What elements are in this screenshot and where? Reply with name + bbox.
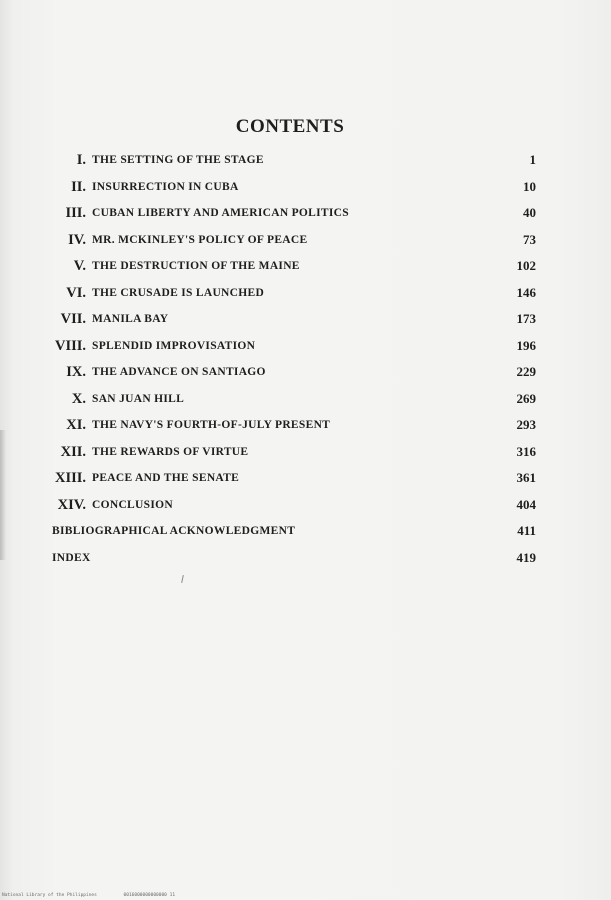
toc-entry bbox=[0, 413, 611, 437]
chapter-numeral: VII. bbox=[60, 311, 86, 327]
chapter-title: PEACE AND THE SENATE bbox=[92, 472, 240, 484]
page-number: 173 bbox=[516, 311, 536, 326]
library-credit: National Library of the Philippines bbox=[2, 893, 97, 898]
page-number: 40 bbox=[523, 205, 536, 220]
chapter-title: THE NAVY'S FOURTH-OF-JULY PRESENT bbox=[92, 419, 331, 431]
scan-footer bbox=[2, 893, 199, 898]
chapter-numeral: I. bbox=[76, 152, 86, 168]
chapter-numeral: IV. bbox=[68, 231, 86, 248]
page-number: 10 bbox=[523, 178, 536, 194]
page-number: 73 bbox=[523, 231, 536, 247]
toc-entry bbox=[0, 360, 611, 384]
chapter-title: INSURRECTION IN CUBA bbox=[92, 180, 239, 193]
chapter-title: THE SETTING OF THE STAGE bbox=[92, 154, 264, 166]
toc-entry bbox=[0, 493, 611, 517]
page-number: 146 bbox=[516, 284, 536, 300]
section-title: BIBLIOGRAPHICAL ACKNOWLEDGMENT bbox=[52, 525, 296, 537]
chapter-numeral: VI. bbox=[66, 284, 86, 301]
toc-entry bbox=[0, 201, 611, 225]
page-number: 411 bbox=[517, 523, 536, 538]
page-number: 1 bbox=[529, 152, 536, 167]
paper-speck bbox=[181, 575, 184, 583]
page-number: 229 bbox=[516, 364, 536, 379]
chapter-numeral: XIV. bbox=[57, 496, 86, 513]
chapter-numeral: III. bbox=[65, 205, 86, 221]
toc-entry bbox=[0, 281, 611, 305]
toc-entry bbox=[0, 334, 611, 358]
page-number: 316 bbox=[516, 443, 536, 459]
chapter-title: SPLENDID IMPROVISATION bbox=[92, 339, 256, 352]
section-title: INDEX bbox=[52, 551, 91, 564]
chapter-title: CONCLUSION bbox=[92, 498, 173, 511]
toc-entry bbox=[0, 387, 611, 411]
chapter-numeral: VIII. bbox=[54, 337, 86, 354]
page-number: 269 bbox=[516, 390, 536, 406]
chapter-numeral: II. bbox=[71, 178, 86, 195]
chapter-title: THE REWARDS OF VIRTUE bbox=[92, 445, 249, 458]
page-title: CONTENTS bbox=[235, 116, 345, 137]
page-number: 102 bbox=[516, 258, 536, 273]
chapter-numeral: IX. bbox=[66, 364, 86, 380]
chapter-numeral: XI. bbox=[66, 417, 86, 433]
toc-entry bbox=[0, 440, 611, 464]
toc-entry bbox=[0, 546, 611, 570]
toc-entry bbox=[0, 519, 611, 543]
chapter-title: THE DESTRUCTION OF THE MAINE bbox=[92, 260, 300, 272]
chapter-numeral: V. bbox=[73, 258, 86, 274]
chapter-title: SAN JUAN HILL bbox=[92, 392, 185, 405]
chapter-title: MR. MCKINLEY'S POLICY OF PEACE bbox=[92, 233, 308, 246]
page-number: 293 bbox=[516, 417, 536, 432]
chapter-numeral: X. bbox=[71, 390, 86, 407]
toc-entry bbox=[0, 307, 611, 331]
chapter-title: MANILA BAY bbox=[92, 313, 169, 325]
toc-entry bbox=[0, 228, 611, 252]
chapter-title: CUBAN LIBERTY AND AMERICAN POLITICS bbox=[92, 207, 349, 219]
page-number: 196 bbox=[516, 337, 536, 353]
toc-entry bbox=[0, 466, 611, 490]
chapter-numeral: XII. bbox=[60, 443, 86, 460]
toc-entry bbox=[0, 254, 611, 278]
scan-code: 0016000000000000 11 bbox=[123, 893, 176, 898]
chapter-title: THE ADVANCE ON SANTIAGO bbox=[92, 366, 266, 378]
page-number: 419 bbox=[516, 549, 536, 565]
page-number: 404 bbox=[516, 496, 536, 512]
chapter-title: THE CRUSADE IS LAUNCHED bbox=[92, 286, 265, 299]
page-number: 361 bbox=[516, 470, 536, 485]
toc-entry bbox=[0, 148, 611, 172]
toc-entry bbox=[0, 175, 611, 199]
chapter-numeral: XIII. bbox=[54, 470, 86, 486]
